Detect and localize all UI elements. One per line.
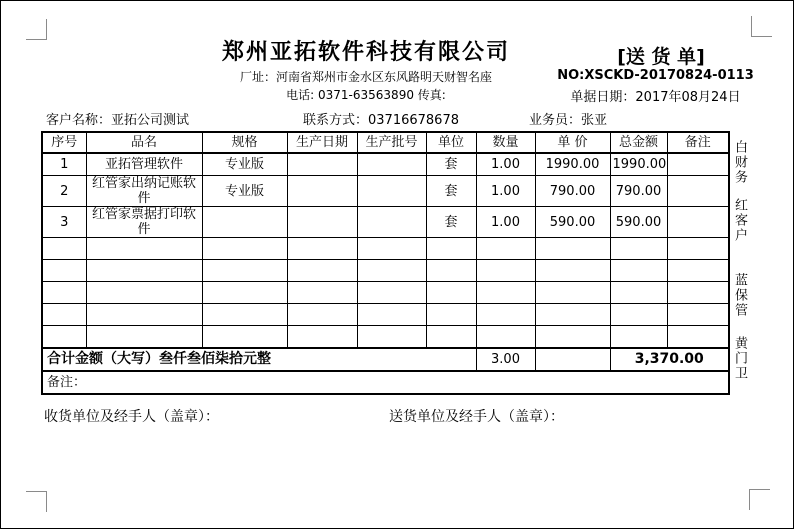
table-row (42, 207, 729, 238)
col-header-unit: 单位 (426, 132, 476, 153)
cell-amount: 790.00 (610, 176, 667, 207)
items-table-body (42, 153, 729, 348)
cell-remark (667, 153, 729, 176)
empty-table-row (42, 282, 729, 304)
cell-remark (667, 207, 729, 238)
col-header-remark: 备注 (667, 132, 729, 153)
cell-prod-date (287, 176, 357, 207)
cell-product-name: 亚拓管理软件 (86, 153, 202, 176)
copy-label-white-finance: 白财务 (732, 140, 747, 185)
salesman: 业务员：张亚 (529, 113, 608, 128)
empty-table-row (42, 326, 729, 349)
cell-unit: 套 (426, 207, 476, 238)
cell-product-name: 红管家出纳记账软件 (86, 176, 202, 207)
col-header-qty: 数量 (476, 132, 535, 153)
total-amount-in-words: 合计金额（大写）叁仟叁佰柒拾元整 (42, 348, 476, 371)
empty-table-row (42, 238, 729, 260)
col-header-batch: 生产批号 (357, 132, 426, 153)
doc-number: NO:XSCKD-20170824-0113 (557, 68, 754, 83)
col-header-product: 品名 (86, 132, 202, 153)
doc-date: 单据日期：2017年08月24日 (570, 90, 741, 105)
copy-label-red-customer: 红客户 (732, 198, 747, 243)
items-table (41, 131, 730, 395)
doc-type-title: [送 货 单] (617, 46, 705, 68)
total-quantity: 3.00 (476, 348, 535, 371)
summary-section (42, 348, 729, 394)
customer-name: 客户名称：亚拓公司测试 (46, 113, 190, 128)
cell-qty: 1.00 (476, 207, 535, 238)
table-row (42, 153, 729, 176)
company-name: 郑州亚拓软件科技有限公司 (221, 40, 510, 65)
col-header-seq: 序号 (42, 132, 86, 153)
crop-mark-bottom-right (749, 489, 770, 510)
copy-label-yellow-gatekeeper: 黄门卫 (732, 336, 747, 381)
company-phone-fax: 电话: 0371-63563890 传真: (286, 88, 446, 102)
total-row (42, 348, 729, 371)
crop-mark-top-left (26, 19, 47, 40)
remark-row (42, 371, 729, 394)
cell-seq: 3 (42, 207, 86, 238)
col-header-prod-date: 生产日期 (287, 132, 357, 153)
cell-qty: 1.00 (476, 153, 535, 176)
cell-prod-date (287, 153, 357, 176)
cell-batch (357, 153, 426, 176)
col-header-price: 单 价 (535, 132, 610, 153)
cell-qty: 1.00 (476, 176, 535, 207)
col-header-amount: 总金额 (610, 132, 667, 153)
table-header-row (42, 132, 729, 153)
cell-unit: 套 (426, 176, 476, 207)
cell-price: 790.00 (535, 176, 610, 207)
total-price-empty-cell (535, 348, 610, 371)
cell-seq: 2 (42, 176, 86, 207)
cell-seq: 1 (42, 153, 86, 176)
crop-mark-bottom-left (26, 491, 47, 512)
total-amount: 3,370.00 (610, 348, 729, 371)
receiver-signature-label: 收货单位及经手人（盖章）： (44, 409, 219, 425)
table-row (42, 176, 729, 207)
cell-amount: 1990.00 (610, 153, 667, 176)
empty-table-row (42, 304, 729, 326)
customer-contact: 联系方式：03716678678 (303, 113, 459, 128)
sender-signature-label: 送货单位及经手人（盖章）： (389, 409, 564, 425)
cell-product-name: 红管家票据打印软件 (86, 207, 202, 238)
cell-unit: 套 (426, 153, 476, 176)
cell-spec (202, 207, 287, 238)
cell-spec: 专业版 (202, 176, 287, 207)
col-header-spec: 规格 (202, 132, 287, 153)
cell-spec: 专业版 (202, 153, 287, 176)
cell-prod-date (287, 207, 357, 238)
cell-amount: 590.00 (610, 207, 667, 238)
copy-label-blue-storekeeper: 蓝保管 (732, 273, 747, 318)
cell-price: 590.00 (535, 207, 610, 238)
cell-remark (667, 176, 729, 207)
cell-price: 1990.00 (535, 153, 610, 176)
crop-mark-top-right (751, 16, 772, 37)
empty-table-row (42, 260, 729, 282)
company-address: 厂址：河南省郑州市金水区东风路明天财智名座 (239, 70, 492, 84)
remark-label: 备注： (42, 371, 729, 394)
cell-batch (357, 207, 426, 238)
cell-batch (357, 176, 426, 207)
